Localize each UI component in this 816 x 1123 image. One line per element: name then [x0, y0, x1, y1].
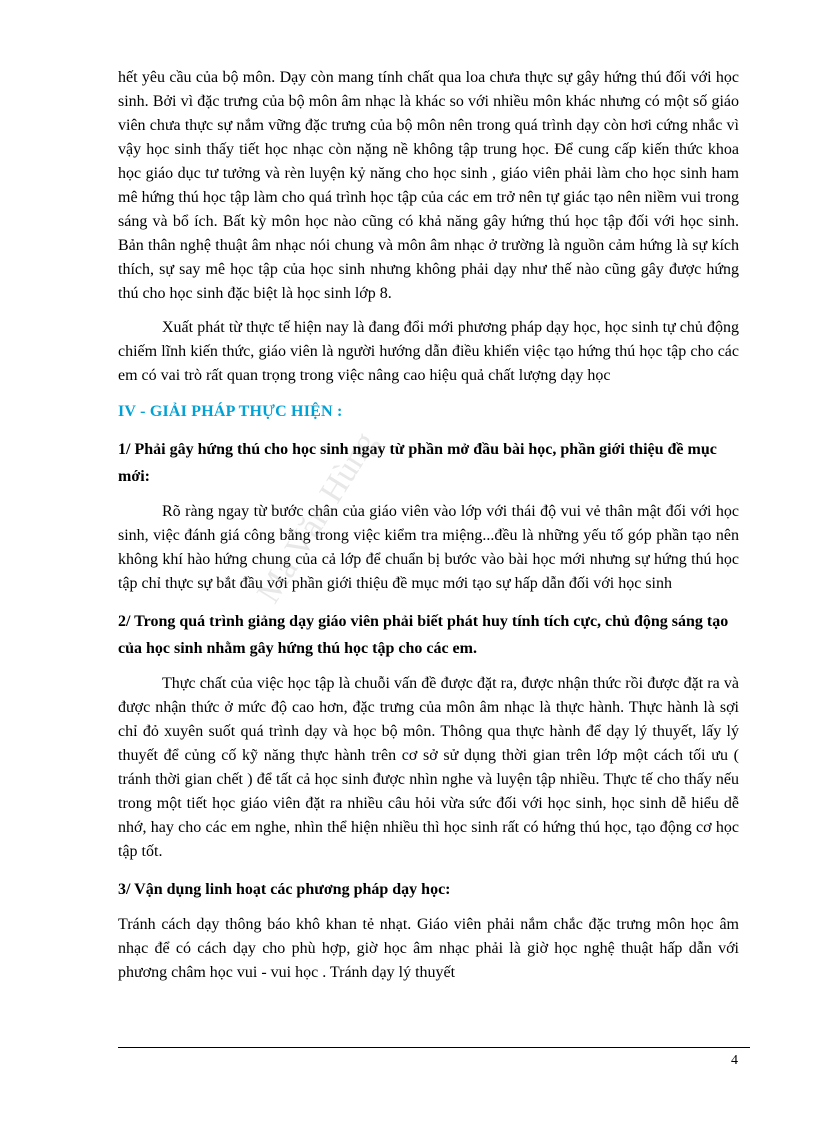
paragraph-intro: hết yêu cầu của bộ môn. Dạy còn mang tính chất qua loa chưa thực sự gây hứng thú đối với học sinh. Bởi vì đặc trưng của bộ môn âm nhạc là khác so với nhiều môn khác nhưng có một số giáo viên chưa thực sự nắm vững đặc trưng của bộ môn nên trong quá trình dạy còn hơi cứng nhắc vì vậy học sinh thấy tiết học nhạc còn nặng nề không tập trung học. Để cung cấp kiến thức khoa học giáo dục tư tưởng và rèn luyện kỷ năng cho học sinh , giáo viên phải làm cho học sinh ham mê hứng thú học tập làm cho quá trình học tập của các em trở nên tự giác tạo nên niềm vui trong sáng và bổ ích. Bất kỳ môn học nào cũng có khả năng gây hứng thú học tập đối với học sinh. Bản thân nghệ thuật âm nhạc nói chung và môn âm nhạc ở trường là nguồn cảm hứng là sự kích thích, sự say mê học tập của học sinh nhưng không phải dạy như thế nào cũng gây được hứng thú cho học sinh đặc biệt là học sinh lớp 8.	[118, 69, 739, 302]
subsection-2-text: Thực chất của việc học tập là chuỗi vấn đề được đặt ra, được nhận thức rồi được đặt ra và được nhận thức ở mức độ cao hơn, đặc trưng của môn âm nhạc là thực hành. Thực hành là sợi chỉ đỏ xuyên suốt quá trình dạy và học bộ môn. Thông qua thực hành để dạy lý thuyết, lấy lý thuyết để củng cố kỹ năng thực hành trên cơ sở sử dụng thời gian trên lớp một cách tối ưu ( tránh thời gian chết ) để tất cả học sinh được nhìn nghe và luyện tập nhiều. Thực tế cho thấy nếu trong một tiết học giáo viên đặt ra nhiều câu hỏi vừa sức đối với học sinh, học sinh dễ hiểu dễ nhớ, hay cho các em nghe, nhìn thể hiện nhiều thì học sinh rất có hứng thú học, tạo động cơ học tập tốt.	[118, 675, 739, 860]
paragraph-context: Xuất phát từ thực tế hiện nay là đang đổi mới phương pháp dạy học, học sinh tự chủ động chiếm lĩnh kiến thức, giáo viên là người hướng dẫn điều khiển việc tạo hứng thú học tập cho các em có vai trò rất quan trọng trong việc nâng cao hiệu quả chất lượng dạy học	[118, 319, 739, 384]
subsection-3-heading: 3/ Vận dụng linh hoạt các phương pháp dạy học:	[118, 881, 451, 898]
subsection-1-text: Rõ ràng ngay từ bước chân của giáo viên vào lớp với thái độ vui vẻ thân mật đối với học sinh, việc đánh giá công bằng trong việc kiểm tra miệng...đều là những yếu tố góp phần tạo nên không khí hào hứng chung của cả lớp để chuẩn bị bước vào bài học mới nhưng sự hứng thú học tập chỉ thực sự bắt đầu với phần giới thiệu đề mục mới tạo sự hấp dẫn đối với học sinh	[118, 503, 739, 592]
page-number: 4	[731, 1053, 738, 1068]
subsection-2-heading: 2/ Trong quá trình giảng dạy giáo viên phải biết phát huy tính tích cực, chủ động sáng tạo của học sinh nhằm gây hứng thú học tập cho các em.	[118, 613, 729, 657]
section-heading: IV - GIẢI PHÁP THỰC HIỆN :	[118, 403, 343, 420]
author-watermark: Ma Văn Hùng	[250, 425, 385, 610]
subsection-1-heading: 1/ Phải gây hứng thú cho học sinh ngay từ phần mở đầu bài học, phần giới thiệu đề mục mới:	[118, 441, 717, 485]
document-page	[118, 66, 739, 985]
footer-divider	[118, 1047, 750, 1048]
subsection-3-text: Tránh cách dạy thông báo khô khan tẻ nhạt. Giáo viên phải nắm chắc đặc trưng môn học âm nhạc để có cách dạy cho phù hợp, giờ học âm nhạc phải là giờ học nghệ thuật hấp dẫn với phương châm học vui - vui học . Tránh dạy lý thuyết	[118, 916, 739, 981]
